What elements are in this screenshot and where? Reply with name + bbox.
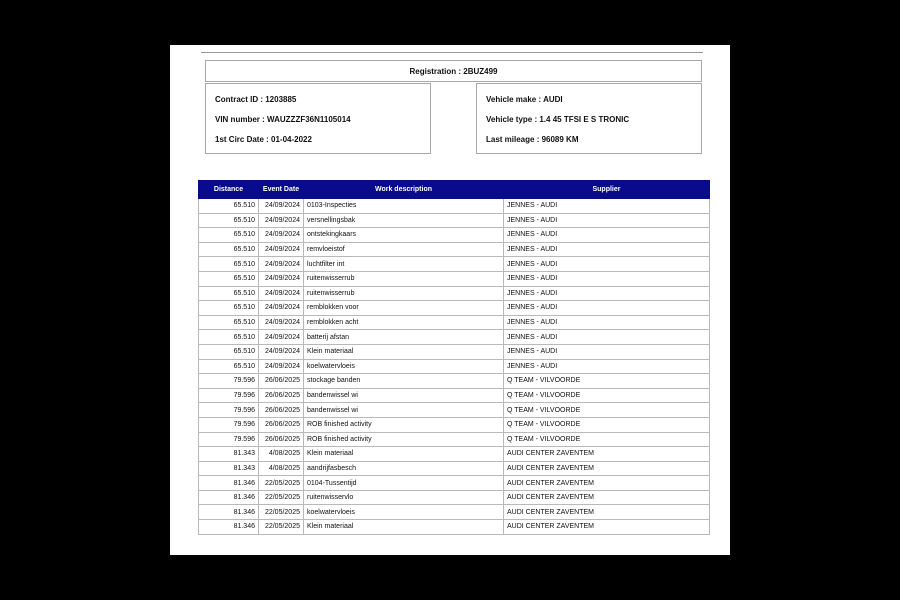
cell-work-description: bandenwissel wi [304, 388, 504, 403]
table-row [199, 257, 710, 272]
cell-event-date: 22/05/2025 [259, 520, 304, 535]
cell-distance: 65.510 [199, 271, 259, 286]
cell-distance: 79.596 [199, 432, 259, 447]
cell-distance: 81.343 [199, 447, 259, 462]
table-row [199, 271, 710, 286]
maintenance-table [198, 180, 710, 535]
cell-work-description: Klein materiaal [304, 344, 504, 359]
vin-number: VIN number : WAUZZZF36N1105014 [215, 115, 351, 124]
cell-distance: 65.510 [199, 242, 259, 257]
cell-work-description: 0103-Inspecties [304, 199, 504, 214]
table-row [199, 447, 710, 462]
cell-supplier: JENNES - AUDI [504, 330, 710, 345]
cell-event-date: 24/09/2024 [259, 213, 304, 228]
table-row [199, 432, 710, 447]
table-row [199, 461, 710, 476]
cell-work-description: ontstekingkaars [304, 228, 504, 243]
cell-distance: 79.596 [199, 374, 259, 389]
cell-work-description: remblokken voor [304, 301, 504, 316]
cell-work-description: Klein materiaal [304, 447, 504, 462]
cell-supplier: JENNES - AUDI [504, 359, 710, 374]
cell-work-description: ruitenwisserrub [304, 271, 504, 286]
cell-supplier: AUDI CENTER ZAVENTEM [504, 490, 710, 505]
table-row [199, 242, 710, 257]
cell-event-date: 22/05/2025 [259, 505, 304, 520]
cell-supplier: Q TEAM - VILVOORDE [504, 432, 710, 447]
cell-distance: 65.510 [199, 228, 259, 243]
table-row [199, 505, 710, 520]
cell-event-date: 24/09/2024 [259, 286, 304, 301]
cell-work-description: 0104-Tussentijd [304, 476, 504, 491]
cell-distance: 65.510 [199, 330, 259, 345]
table-row [199, 417, 710, 432]
top-divider [201, 52, 703, 53]
cell-work-description: remvloeistof [304, 242, 504, 257]
cell-supplier: AUDI CENTER ZAVENTEM [504, 461, 710, 476]
table-row [199, 403, 710, 418]
cell-work-description: versnellingsbak [304, 213, 504, 228]
table-row [199, 213, 710, 228]
header-supplier: Supplier [504, 181, 710, 199]
cell-distance: 81.346 [199, 505, 259, 520]
vehicle-make: Vehicle make : AUDI [486, 95, 563, 104]
cell-event-date: 22/05/2025 [259, 490, 304, 505]
cell-supplier: AUDI CENTER ZAVENTEM [504, 520, 710, 535]
cell-supplier: JENNES - AUDI [504, 199, 710, 214]
first-circ-date: 1st Circ Date : 01-04-2022 [215, 135, 312, 144]
cell-distance: 79.596 [199, 403, 259, 418]
cell-work-description: batterij afstan [304, 330, 504, 345]
cell-supplier: AUDI CENTER ZAVENTEM [504, 447, 710, 462]
cell-distance: 81.346 [199, 520, 259, 535]
cell-work-description: ROB finished activity [304, 417, 504, 432]
cell-distance: 65.510 [199, 344, 259, 359]
table-row [199, 374, 710, 389]
cell-work-description: bandenwissel wi [304, 403, 504, 418]
cell-work-description: koelwatervloeis [304, 359, 504, 374]
cell-work-description: aandrijfasbesch [304, 461, 504, 476]
registration-label: Registration : 2BUZ499 [409, 66, 498, 76]
cell-supplier: JENNES - AUDI [504, 286, 710, 301]
cell-supplier: JENNES - AUDI [504, 213, 710, 228]
cell-distance: 81.343 [199, 461, 259, 476]
last-mileage: Last mileage : 96089 KM [486, 135, 579, 144]
cell-event-date: 26/06/2025 [259, 388, 304, 403]
cell-distance: 79.596 [199, 388, 259, 403]
vehicle-info-box [476, 83, 702, 154]
cell-distance: 81.346 [199, 490, 259, 505]
cell-distance: 65.510 [199, 359, 259, 374]
cell-supplier: AUDI CENTER ZAVENTEM [504, 505, 710, 520]
contract-id: Contract ID : 1203885 [215, 95, 297, 104]
cell-event-date: 24/09/2024 [259, 257, 304, 272]
cell-supplier: AUDI CENTER ZAVENTEM [504, 476, 710, 491]
cell-supplier: Q TEAM - VILVOORDE [504, 403, 710, 418]
table-row [199, 228, 710, 243]
cell-supplier: JENNES - AUDI [504, 257, 710, 272]
cell-event-date: 24/09/2024 [259, 228, 304, 243]
cell-event-date: 24/09/2024 [259, 199, 304, 214]
document-page [170, 45, 730, 555]
cell-work-description: Klein materiaal [304, 520, 504, 535]
table-row [199, 388, 710, 403]
table-row [199, 301, 710, 316]
cell-supplier: JENNES - AUDI [504, 301, 710, 316]
cell-event-date: 4/08/2025 [259, 447, 304, 462]
header-event-date: Event Date [259, 181, 304, 199]
cell-work-description: remblokken acht [304, 315, 504, 330]
cell-supplier: JENNES - AUDI [504, 271, 710, 286]
cell-work-description: luchtfilter int [304, 257, 504, 272]
table-row [199, 520, 710, 535]
cell-event-date: 26/06/2025 [259, 432, 304, 447]
cell-work-description: koelwatervloeis [304, 505, 504, 520]
cell-work-description: ROB finished activity [304, 432, 504, 447]
cell-distance: 65.510 [199, 199, 259, 214]
cell-event-date: 24/09/2024 [259, 315, 304, 330]
cell-supplier: JENNES - AUDI [504, 228, 710, 243]
cell-supplier: JENNES - AUDI [504, 344, 710, 359]
table-row [199, 344, 710, 359]
cell-event-date: 24/09/2024 [259, 301, 304, 316]
registration-box [205, 60, 702, 82]
cell-event-date: 26/06/2025 [259, 403, 304, 418]
table-header-row [199, 181, 710, 199]
cell-event-date: 22/05/2025 [259, 476, 304, 491]
cell-distance: 65.510 [199, 301, 259, 316]
cell-work-description: ruitenwisserrub [304, 286, 504, 301]
cell-event-date: 4/08/2025 [259, 461, 304, 476]
cell-event-date: 24/09/2024 [259, 359, 304, 374]
cell-distance: 65.510 [199, 213, 259, 228]
cell-work-description: stockage banden [304, 374, 504, 389]
table-row [199, 315, 710, 330]
cell-event-date: 24/09/2024 [259, 242, 304, 257]
table-row [199, 476, 710, 491]
table-row [199, 199, 710, 214]
table-row [199, 286, 710, 301]
cell-distance: 65.510 [199, 257, 259, 272]
cell-event-date: 26/06/2025 [259, 417, 304, 432]
cell-event-date: 24/09/2024 [259, 271, 304, 286]
vehicle-type: Vehicle type : 1.4 45 TFSI E S TRONIC [486, 115, 630, 124]
cell-supplier: Q TEAM - VILVOORDE [504, 374, 710, 389]
table-row [199, 330, 710, 345]
cell-event-date: 24/09/2024 [259, 330, 304, 345]
cell-distance: 81.346 [199, 476, 259, 491]
cell-supplier: JENNES - AUDI [504, 315, 710, 330]
table-row [199, 359, 710, 374]
cell-event-date: 24/09/2024 [259, 344, 304, 359]
header-work-description: Work description [304, 181, 504, 199]
header-distance: Distance [199, 181, 259, 199]
cell-distance: 65.510 [199, 286, 259, 301]
cell-distance: 79.596 [199, 417, 259, 432]
table-row [199, 490, 710, 505]
cell-supplier: Q TEAM - VILVOORDE [504, 388, 710, 403]
contract-info-box [205, 83, 431, 154]
cell-supplier: Q TEAM - VILVOORDE [504, 417, 710, 432]
cell-event-date: 26/06/2025 [259, 374, 304, 389]
cell-work-description: ruitenwisservlo [304, 490, 504, 505]
cell-supplier: JENNES - AUDI [504, 242, 710, 257]
cell-distance: 65.510 [199, 315, 259, 330]
